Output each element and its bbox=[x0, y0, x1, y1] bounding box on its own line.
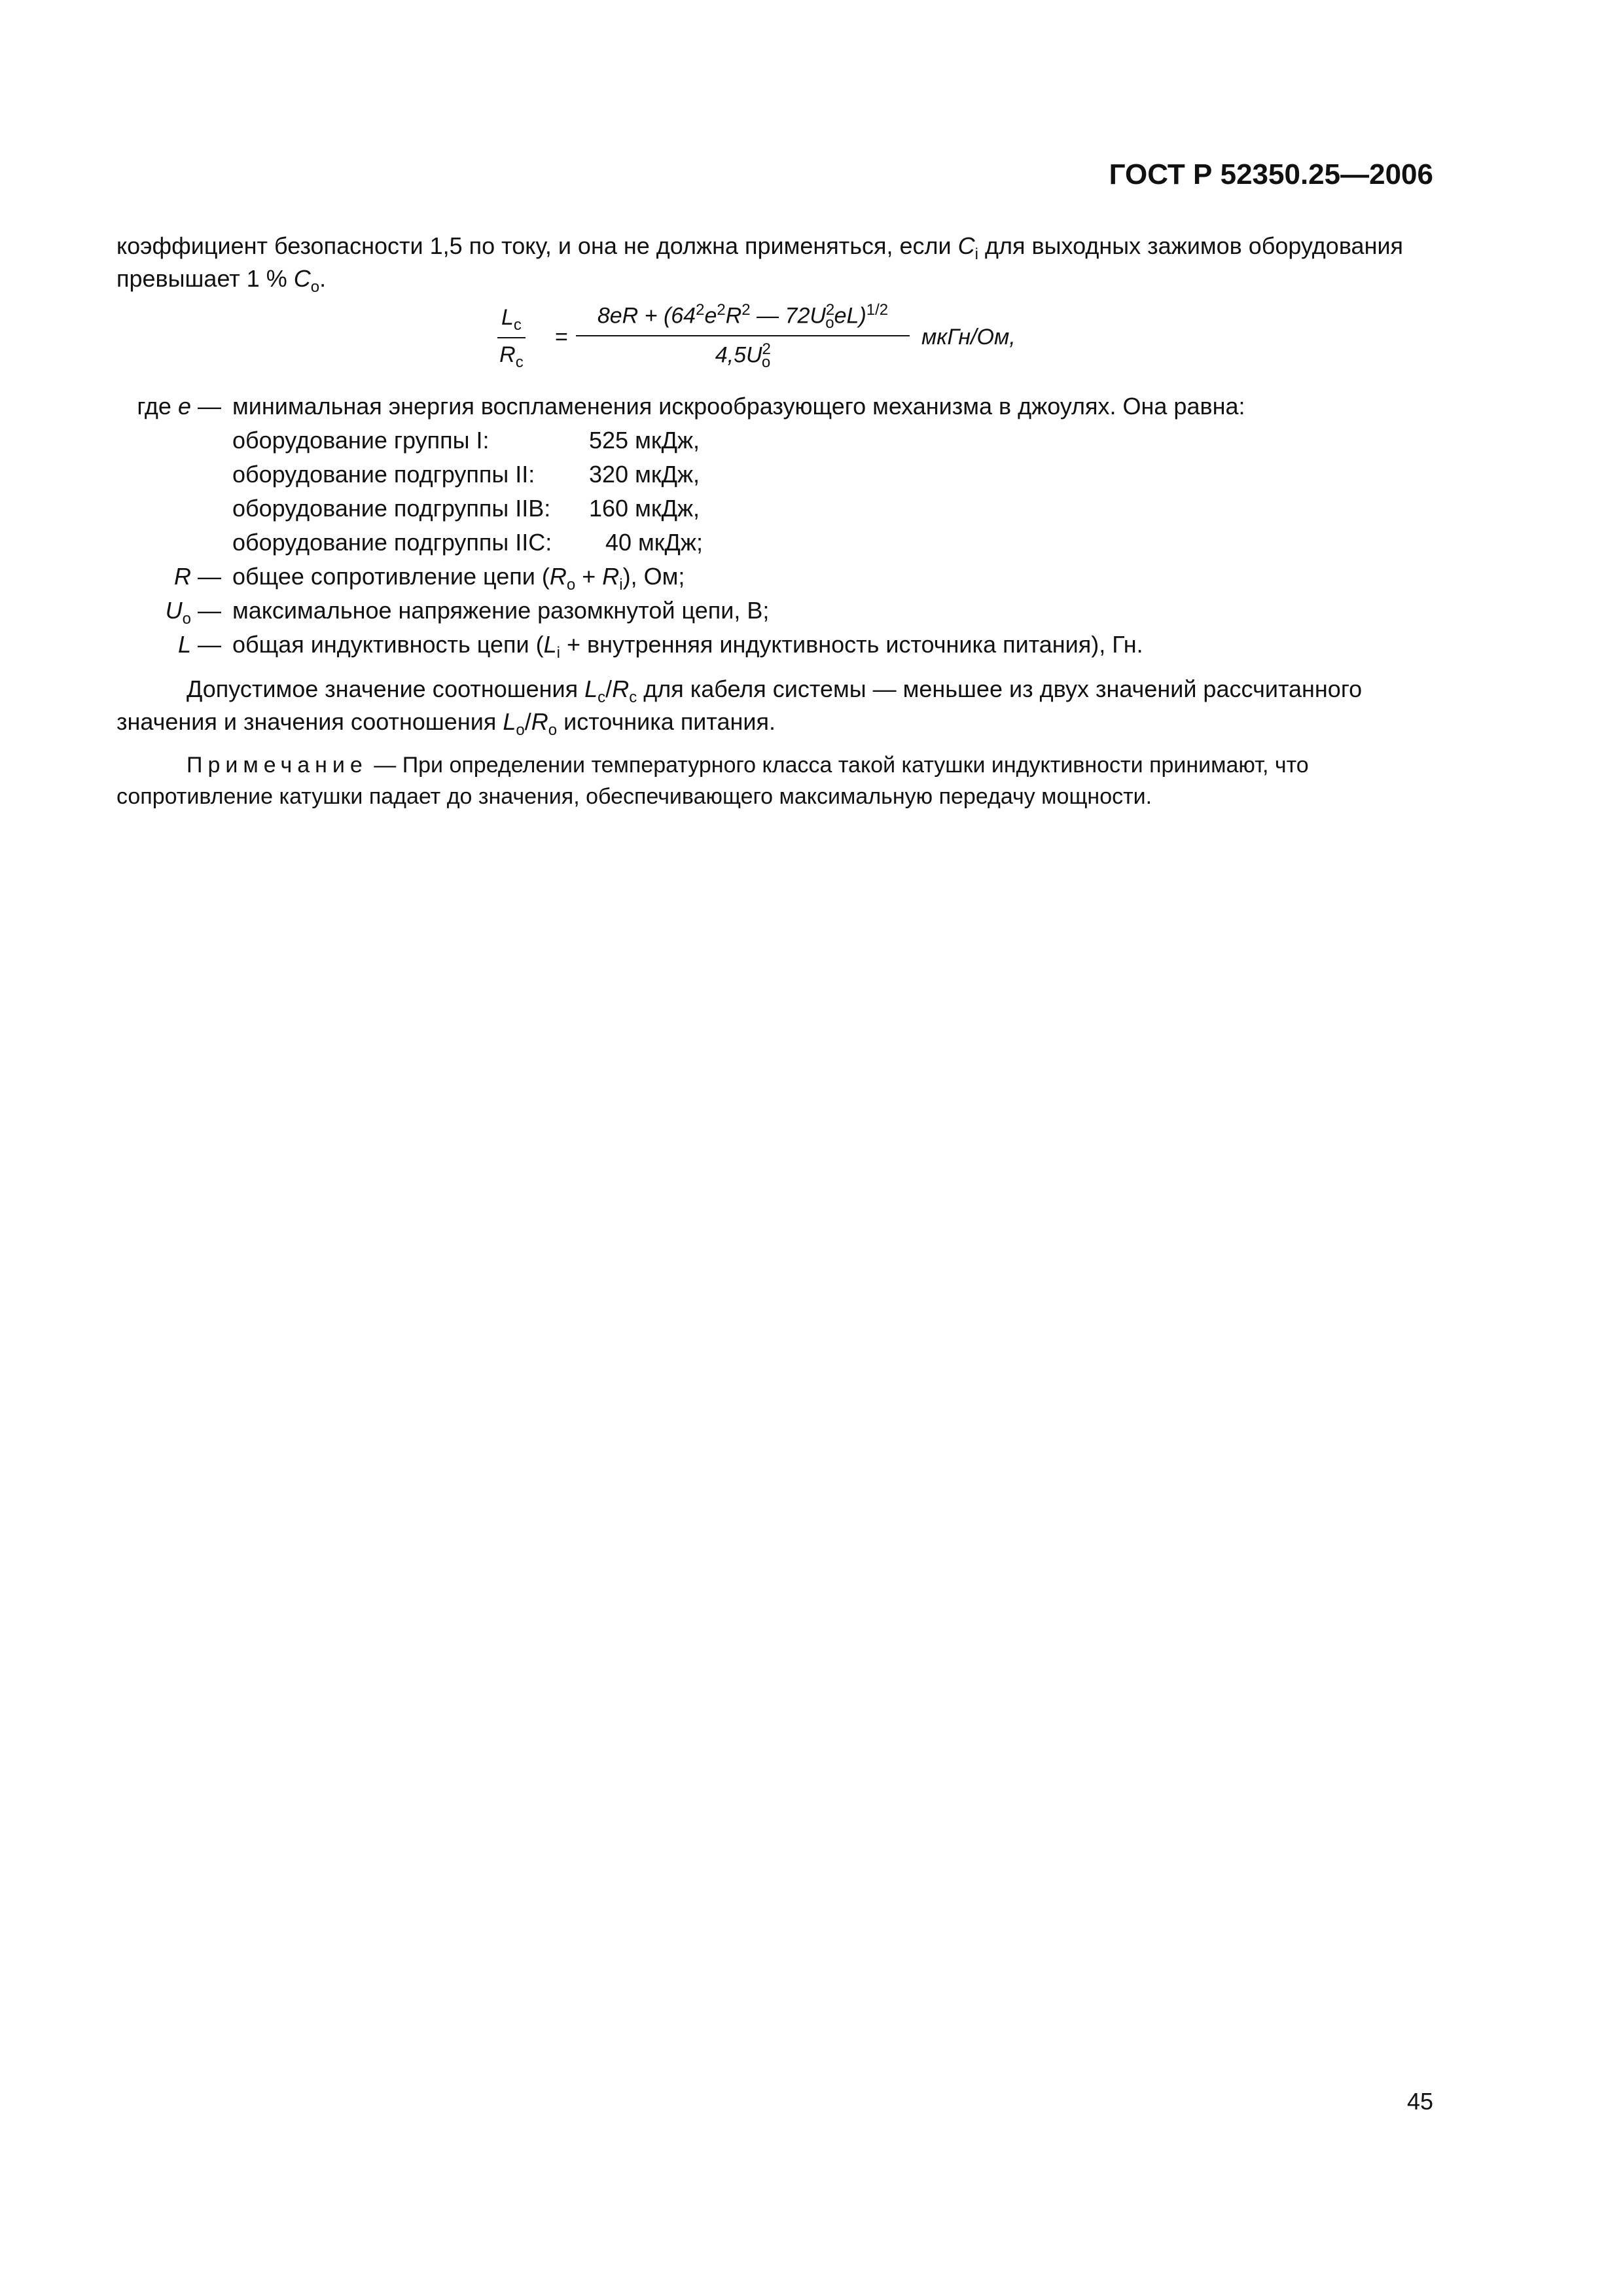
paragraph-line-2: значения и значения соотношения $L_o/R_o$ источника питания. bbox=[116, 708, 776, 740]
group-label: оборудование подгруппы IIC: bbox=[232, 529, 552, 556]
sub-o: o bbox=[310, 278, 320, 296]
definition-symbol: где e — bbox=[137, 393, 221, 420]
intro-text: превышает 1 % bbox=[116, 265, 294, 292]
note-text: — При определении температурного класса такой катушки индуктивности принимают, что bbox=[367, 753, 1309, 778]
definition-text: минимальная энергия воспламенения искрообразующего механизма в джоулях. Она равна: bbox=[232, 393, 1245, 420]
definition-text: общее сопротивление цепи $(R_o + R_i)$, Ом; bbox=[232, 563, 685, 594]
group-value: 40 мкДж; bbox=[605, 529, 704, 556]
definition-text: максимальное напряжение разомкнутой цепи, В; bbox=[232, 597, 770, 624]
intro-text: коэффициент безопасности 1,5 по току, и она не должна применяться, если bbox=[116, 232, 958, 259]
group-value: 160 мкДж, bbox=[589, 495, 700, 522]
var-c: C bbox=[293, 265, 311, 292]
page-number: 45 bbox=[1406, 2088, 1433, 2115]
formula-lhs-denominator: $R_c$ bbox=[499, 342, 524, 371]
definition-symbol: L — bbox=[177, 631, 221, 658]
var-c: C bbox=[957, 232, 975, 259]
intro-text: для выходных зажимов оборудования bbox=[978, 232, 1404, 259]
formula-unit: мкГн/Ом, bbox=[921, 325, 1016, 350]
group-value: 320 мкДж, bbox=[589, 461, 700, 488]
group-label: оборудование группы I: bbox=[232, 427, 490, 454]
formula bbox=[497, 301, 1086, 380]
group-label: оборудование подгруппы IIB: bbox=[232, 495, 551, 522]
definition-symbol: $U_o$ — bbox=[165, 597, 221, 628]
note-text: сопротивление катушки падает до значения, обеспечивающего максимальную передачу мощности. bbox=[116, 784, 1152, 809]
formula-lhs-numerator: $L_c$ bbox=[497, 305, 526, 338]
formula-equals: = bbox=[555, 325, 568, 350]
formula-numerator: $8eR + (64^2e^2R^2$ — $72U^2_oeL)^{1/2}$ bbox=[576, 301, 910, 336]
note-line-1 bbox=[187, 753, 1309, 778]
formula-lhs bbox=[497, 305, 526, 372]
group-label: оборудование подгруппы II: bbox=[232, 461, 535, 488]
intro-line-2 bbox=[116, 265, 326, 296]
note-line-2 bbox=[116, 784, 1152, 810]
intro-line-1 bbox=[116, 232, 1403, 264]
definition-text: общая индуктивность цепи ($L_i$ + внутренняя индуктивность источника питания), Гн. bbox=[232, 631, 1143, 662]
note-label: Примечание bbox=[187, 753, 368, 778]
sub-i: i bbox=[974, 245, 978, 264]
definition-symbol: R — bbox=[173, 563, 221, 590]
group-value: 525 мкДж, bbox=[589, 427, 700, 454]
formula-rhs bbox=[576, 301, 910, 372]
standard-number: ГОСТ Р 52350.25—2006 bbox=[1109, 158, 1433, 190]
intro-text: . bbox=[319, 265, 327, 292]
paragraph-line-1: Допустимое значение соотношения $L_c/R_c$ для кабеля системы — меньшее из двух значений рассчитанного bbox=[187, 675, 1363, 707]
formula-denominator: $4,5U^2_o$ bbox=[715, 340, 771, 372]
